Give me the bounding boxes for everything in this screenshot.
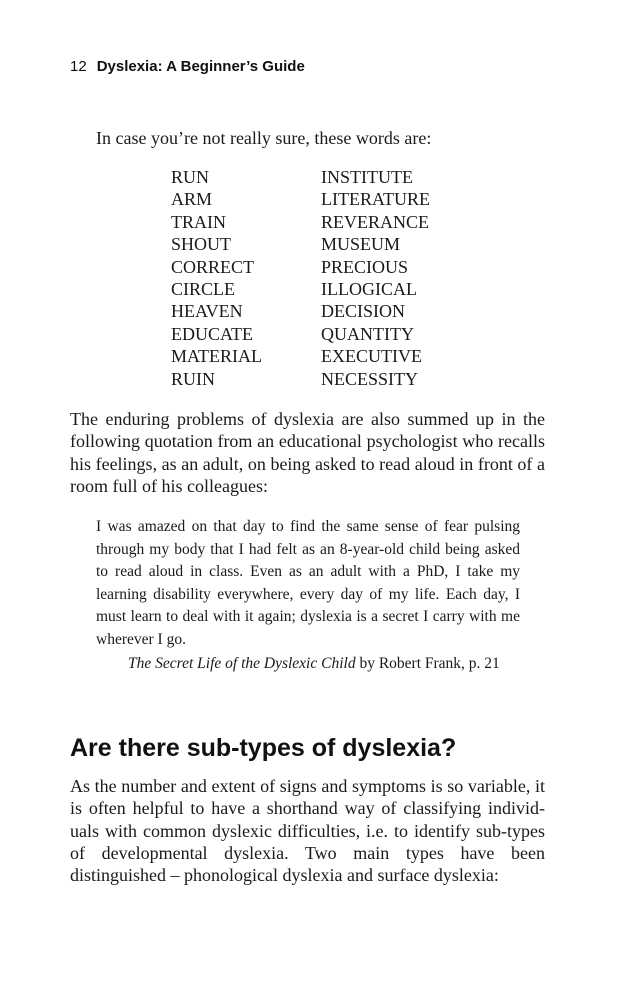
word-item: CORRECT	[171, 256, 255, 277]
intro-text: In case you’re not really sure, these words are:	[96, 128, 432, 148]
word-item: MUSEUM	[321, 234, 401, 255]
word-item: RUIN	[171, 368, 215, 389]
word-item: CIRCLE	[171, 279, 236, 300]
word-item: HEAVEN	[171, 301, 243, 322]
word-item: RUN	[171, 167, 210, 187]
citation-author: by Robert Frank, p. 21	[355, 655, 500, 672]
word-item: DECISION	[321, 301, 405, 322]
word-item: PRECIOUS	[321, 256, 409, 277]
page-number: 12	[70, 58, 87, 75]
body-paragraph-1: The enduring problems of dyslexia are also summed up in the following quotation from an educational psychologist who recalls his feelings, as an adult, on being asked to read aloud in front of a room full of his colleagues:	[70, 409, 545, 496]
word-item: EDUCATE	[171, 323, 253, 344]
word-item: TRAIN	[171, 211, 226, 232]
word-list	[171, 166, 481, 390]
block-quote: I was amazed on that day to find the same sense of fear pulsing through my body that I had felt as an 8-year-old child being asked to read aloud in class. Even as an adult with a PhD, I take my learning disability everywhere, every day of my life. Each day, I must learn to deal with it again; dyslexia is a secret I carry with me wherever I go.	[96, 518, 520, 648]
body-paragraph-2: As the number and extent of signs and symptoms is so variable, it is often helpful to have a shorthand way of classifying individ-uals with common dyslexic difficulties, i.e. to identify sub-types of developmental dyslexia. Two main types have been distinguished – phonological dyslexia and surface dyslexia:	[70, 776, 545, 886]
word-item: REVERANCE	[321, 211, 429, 232]
word-item: ILLOGICAL	[321, 279, 417, 300]
word-item: EXECUTIVE	[321, 346, 422, 367]
word-item: NECESSITY	[321, 368, 419, 389]
word-item: MATERIAL	[171, 346, 262, 367]
quote-citation	[128, 655, 500, 673]
book-title: Dyslexia: A Beginner’s Guide	[96, 58, 305, 75]
word-item: ARM	[171, 189, 213, 210]
word-item: SHOUT	[171, 234, 232, 255]
word-item: LITERATURE	[321, 189, 430, 210]
section-heading: Are there sub-types of dyslexia?	[70, 734, 457, 762]
word-item: QUANTITY	[321, 323, 414, 344]
word-item: INSTITUTE	[321, 167, 413, 187]
citation-book-title: The Secret Life of the Dyslexic Child	[128, 655, 356, 672]
running-header	[70, 58, 305, 75]
